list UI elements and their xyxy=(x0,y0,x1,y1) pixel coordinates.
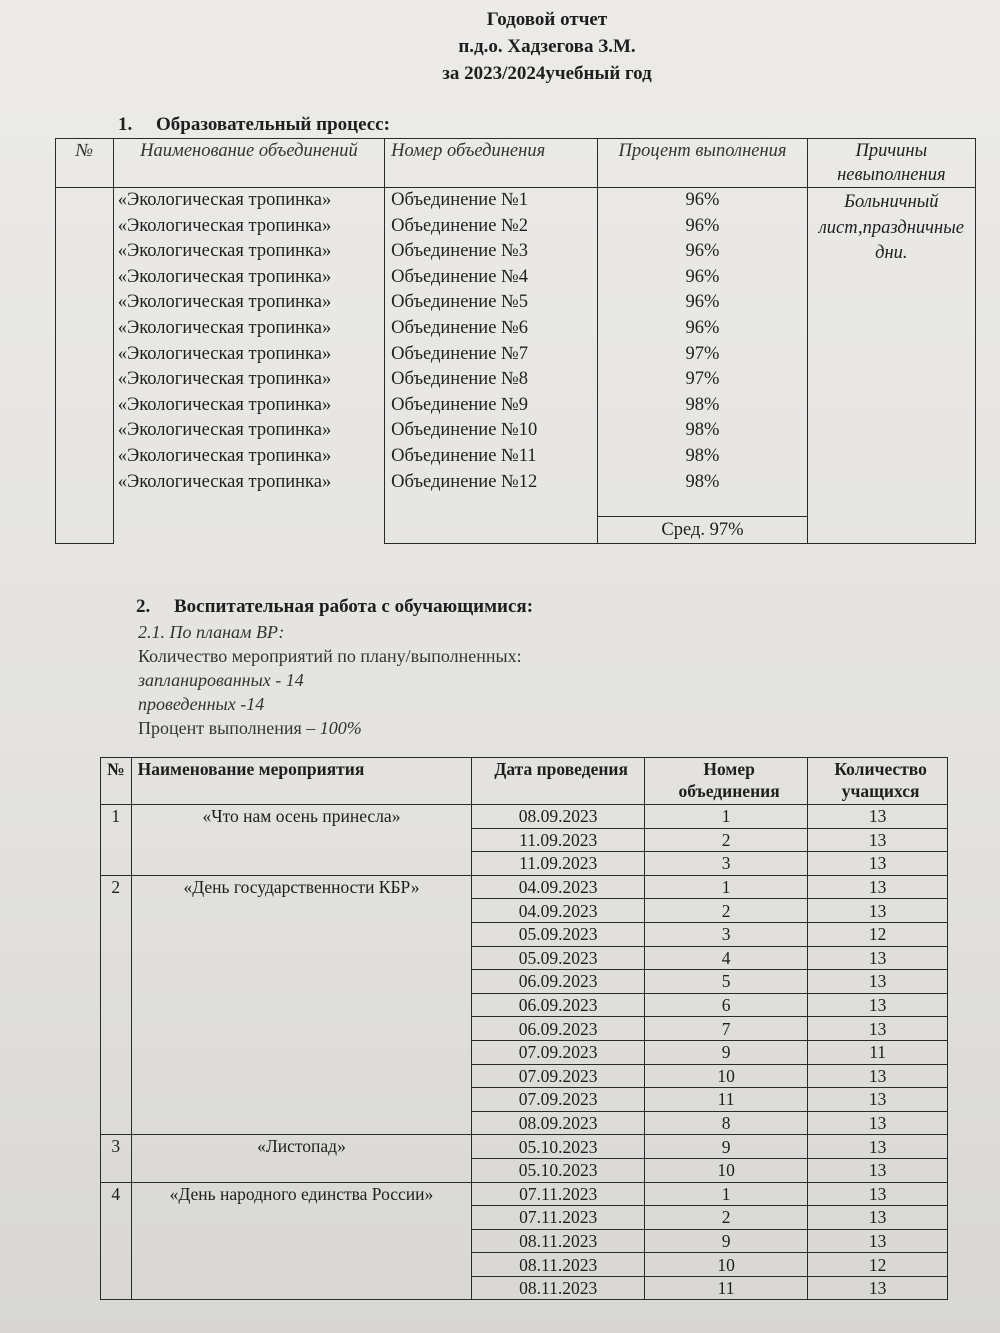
events-table-body xyxy=(101,805,948,1300)
table-row xyxy=(101,1135,948,1159)
event-date: 08.11.2023 xyxy=(472,1276,645,1300)
section2-number: 2. xyxy=(136,596,151,617)
event-group: 10 xyxy=(644,1064,807,1088)
row-name: «Экологическая тропинка» xyxy=(117,445,332,466)
events-count-line: Количество мероприятий по плану/выполненных: xyxy=(138,646,522,666)
event-date: 08.09.2023 xyxy=(472,805,645,829)
event-date: 11.09.2023 xyxy=(472,828,645,852)
event-count: 11 xyxy=(808,1040,948,1064)
row-percent: 98% xyxy=(685,420,720,441)
section2-title xyxy=(136,596,533,618)
event-count: 13 xyxy=(808,1182,948,1206)
section2-summary xyxy=(138,620,522,740)
event-count: 13 xyxy=(808,1229,948,1253)
row-name: «Экологическая тропинка» xyxy=(117,420,332,441)
event-date: 05.10.2023 xyxy=(472,1158,645,1182)
education-table-header xyxy=(56,139,976,188)
row-name: «Экологическая тропинка» xyxy=(117,394,332,415)
event-date: 08.09.2023 xyxy=(472,1111,645,1135)
section1-number: 1. xyxy=(118,114,133,135)
row-percent: 96% xyxy=(685,266,720,287)
event-group: 7 xyxy=(644,1017,807,1041)
row-number: Объединение №3 xyxy=(391,241,528,262)
event-count: 13 xyxy=(808,993,948,1017)
event-date: 06.09.2023 xyxy=(472,1017,645,1041)
col-header-no: № xyxy=(56,139,114,188)
event-group: 2 xyxy=(644,899,807,923)
event-date: 04.09.2023 xyxy=(472,899,645,923)
completion-value: 100% xyxy=(319,718,362,738)
events-table xyxy=(100,757,948,1300)
report-author: п.д.о. Хадзегова З.М. xyxy=(458,36,636,57)
col-header-group: Номер объединения xyxy=(644,758,807,805)
event-group: 9 xyxy=(644,1135,807,1159)
section1-title-text: Образовательный процесс: xyxy=(156,114,390,135)
event-date: 06.09.2023 xyxy=(472,970,645,994)
row-name: «Экологическая тропинка» xyxy=(117,343,332,364)
event-count: 13 xyxy=(808,1135,948,1159)
event-number: 4 xyxy=(101,1182,132,1300)
col-header-event-name: Наименование мероприятия xyxy=(131,758,472,805)
row-number: Объединение №2 xyxy=(391,215,528,236)
event-group: 1 xyxy=(644,805,807,829)
event-count: 13 xyxy=(808,970,948,994)
events-planned: запланированных - 14 xyxy=(138,670,304,690)
education-table-body xyxy=(56,188,976,517)
no-column-cell xyxy=(56,188,114,544)
event-group: 5 xyxy=(644,970,807,994)
table-row xyxy=(101,805,948,829)
event-date: 05.09.2023 xyxy=(472,922,645,946)
event-date: 07.09.2023 xyxy=(472,1064,645,1088)
row-number: Объединение №7 xyxy=(391,343,528,364)
event-count: 13 xyxy=(808,899,948,923)
event-count: 13 xyxy=(808,1088,948,1112)
event-number: 1 xyxy=(101,805,132,876)
events-held: проведенных -14 xyxy=(138,694,265,714)
row-name: «Экологическая тропинка» xyxy=(117,215,332,236)
row-number: Объединение №8 xyxy=(391,369,528,390)
event-group: 6 xyxy=(644,993,807,1017)
row-number: Объединение №1 xyxy=(391,190,528,210)
row-percent: 97% xyxy=(685,343,720,364)
event-group: 2 xyxy=(644,828,807,852)
report-year: за 2023/2024учебный год xyxy=(442,63,652,84)
row-percent: 98% xyxy=(685,445,720,466)
col-header-percent: Процент выполнения xyxy=(598,139,807,188)
event-name: «Листопад» xyxy=(131,1135,472,1182)
completion-label: Процент выполнения – xyxy=(138,718,320,738)
row-number: Объединение №11 xyxy=(391,445,537,466)
event-date: 08.11.2023 xyxy=(472,1253,645,1277)
event-group: 11 xyxy=(644,1088,807,1112)
event-name: «День государственности КБР» xyxy=(131,875,472,1135)
row-name: «Экологическая тропинка» xyxy=(117,292,332,313)
event-group: 4 xyxy=(644,946,807,970)
row-name: «Экологическая тропинка» xyxy=(117,369,332,390)
col-header-reasons: Причины невыполнения xyxy=(807,139,975,188)
col-header-name: Наименование объединений xyxy=(113,139,384,188)
event-date: 07.11.2023 xyxy=(472,1182,645,1206)
event-group: 9 xyxy=(644,1040,807,1064)
event-count: 13 xyxy=(808,1111,948,1135)
report-header xyxy=(0,6,1000,87)
events-table-header xyxy=(101,758,948,805)
event-date: 05.10.2023 xyxy=(472,1135,645,1159)
event-date: 04.09.2023 xyxy=(472,875,645,899)
section2-title-text: Воспитательная работа с обучающимися: xyxy=(174,596,534,617)
event-count: 13 xyxy=(808,875,948,899)
event-group: 10 xyxy=(644,1253,807,1277)
event-group: 3 xyxy=(644,852,807,876)
event-date: 08.11.2023 xyxy=(472,1229,645,1253)
event-group: 3 xyxy=(644,922,807,946)
row-name: «Экологическая тропинка» xyxy=(117,241,332,262)
event-count: 13 xyxy=(808,946,948,970)
event-number: 2 xyxy=(101,875,132,1135)
col-header-date: Дата проведения xyxy=(472,758,645,805)
row-percent: 96% xyxy=(685,317,720,338)
event-group: 2 xyxy=(644,1206,807,1230)
percent-column xyxy=(598,188,807,517)
col-header-number: Номер объединения xyxy=(385,139,598,188)
row-number: Объединение №9 xyxy=(391,394,528,415)
event-group: 1 xyxy=(644,875,807,899)
table-row xyxy=(101,1182,948,1206)
row-percent: 96% xyxy=(685,190,720,210)
event-count: 13 xyxy=(808,1206,948,1230)
table-row xyxy=(101,875,948,899)
event-group: 10 xyxy=(644,1158,807,1182)
event-name: «День народного единства России» xyxy=(131,1182,472,1300)
event-date: 07.09.2023 xyxy=(472,1088,645,1112)
row-percent: 98% xyxy=(685,471,720,492)
completion-line xyxy=(138,716,522,740)
event-count: 12 xyxy=(808,1253,948,1277)
event-count: 13 xyxy=(808,805,948,829)
section1-title xyxy=(118,114,390,136)
event-count: 12 xyxy=(808,922,948,946)
event-group: 1 xyxy=(644,1182,807,1206)
row-name: «Экологическая тропинка» xyxy=(117,266,332,287)
row-percent: 96% xyxy=(685,215,720,236)
row-name: «Экологическая тропинка» xyxy=(117,317,332,338)
average-percent: Сред. 97% xyxy=(598,517,807,544)
report-title: Годовой отчет xyxy=(486,9,608,30)
event-count: 13 xyxy=(808,828,948,852)
reasons-cell: Больничный лист,праздничные дни. xyxy=(807,188,975,544)
event-count: 13 xyxy=(808,1064,948,1088)
event-date: 05.09.2023 xyxy=(472,946,645,970)
event-name: «Что нам осень принесла» xyxy=(131,805,472,876)
event-count: 13 xyxy=(808,1158,948,1182)
event-date: 11.09.2023 xyxy=(472,852,645,876)
col-header-count: Количество учащихся xyxy=(808,758,948,805)
row-percent: 97% xyxy=(685,369,720,390)
event-date: 07.11.2023 xyxy=(472,1206,645,1230)
row-number: Объединение №4 xyxy=(391,266,528,287)
event-group: 11 xyxy=(644,1276,807,1300)
event-date: 07.09.2023 xyxy=(472,1040,645,1064)
education-table xyxy=(55,138,976,544)
event-count: 13 xyxy=(808,1276,948,1300)
event-group: 8 xyxy=(644,1111,807,1135)
event-count: 13 xyxy=(808,852,948,876)
row-number: Объединение №5 xyxy=(391,292,528,313)
row-percent: 98% xyxy=(685,394,720,415)
names-column xyxy=(113,188,384,544)
row-number: Объединение №10 xyxy=(391,420,538,441)
event-group: 9 xyxy=(644,1229,807,1253)
row-name: «Экологическая тропинка» xyxy=(117,471,332,492)
event-number: 3 xyxy=(101,1135,132,1182)
event-count: 13 xyxy=(808,1017,948,1041)
row-number: Объединение №6 xyxy=(391,317,528,338)
col-header-no: № xyxy=(101,758,132,805)
event-date: 06.09.2023 xyxy=(472,993,645,1017)
row-percent: 96% xyxy=(685,241,720,262)
section2-subtitle: 2.1. По планам ВР: xyxy=(138,622,285,642)
row-name: «Экологическая тропинка» xyxy=(117,190,332,210)
row-percent: 96% xyxy=(685,292,720,313)
numbers-column xyxy=(385,188,598,544)
row-number: Объединение №12 xyxy=(391,471,538,492)
